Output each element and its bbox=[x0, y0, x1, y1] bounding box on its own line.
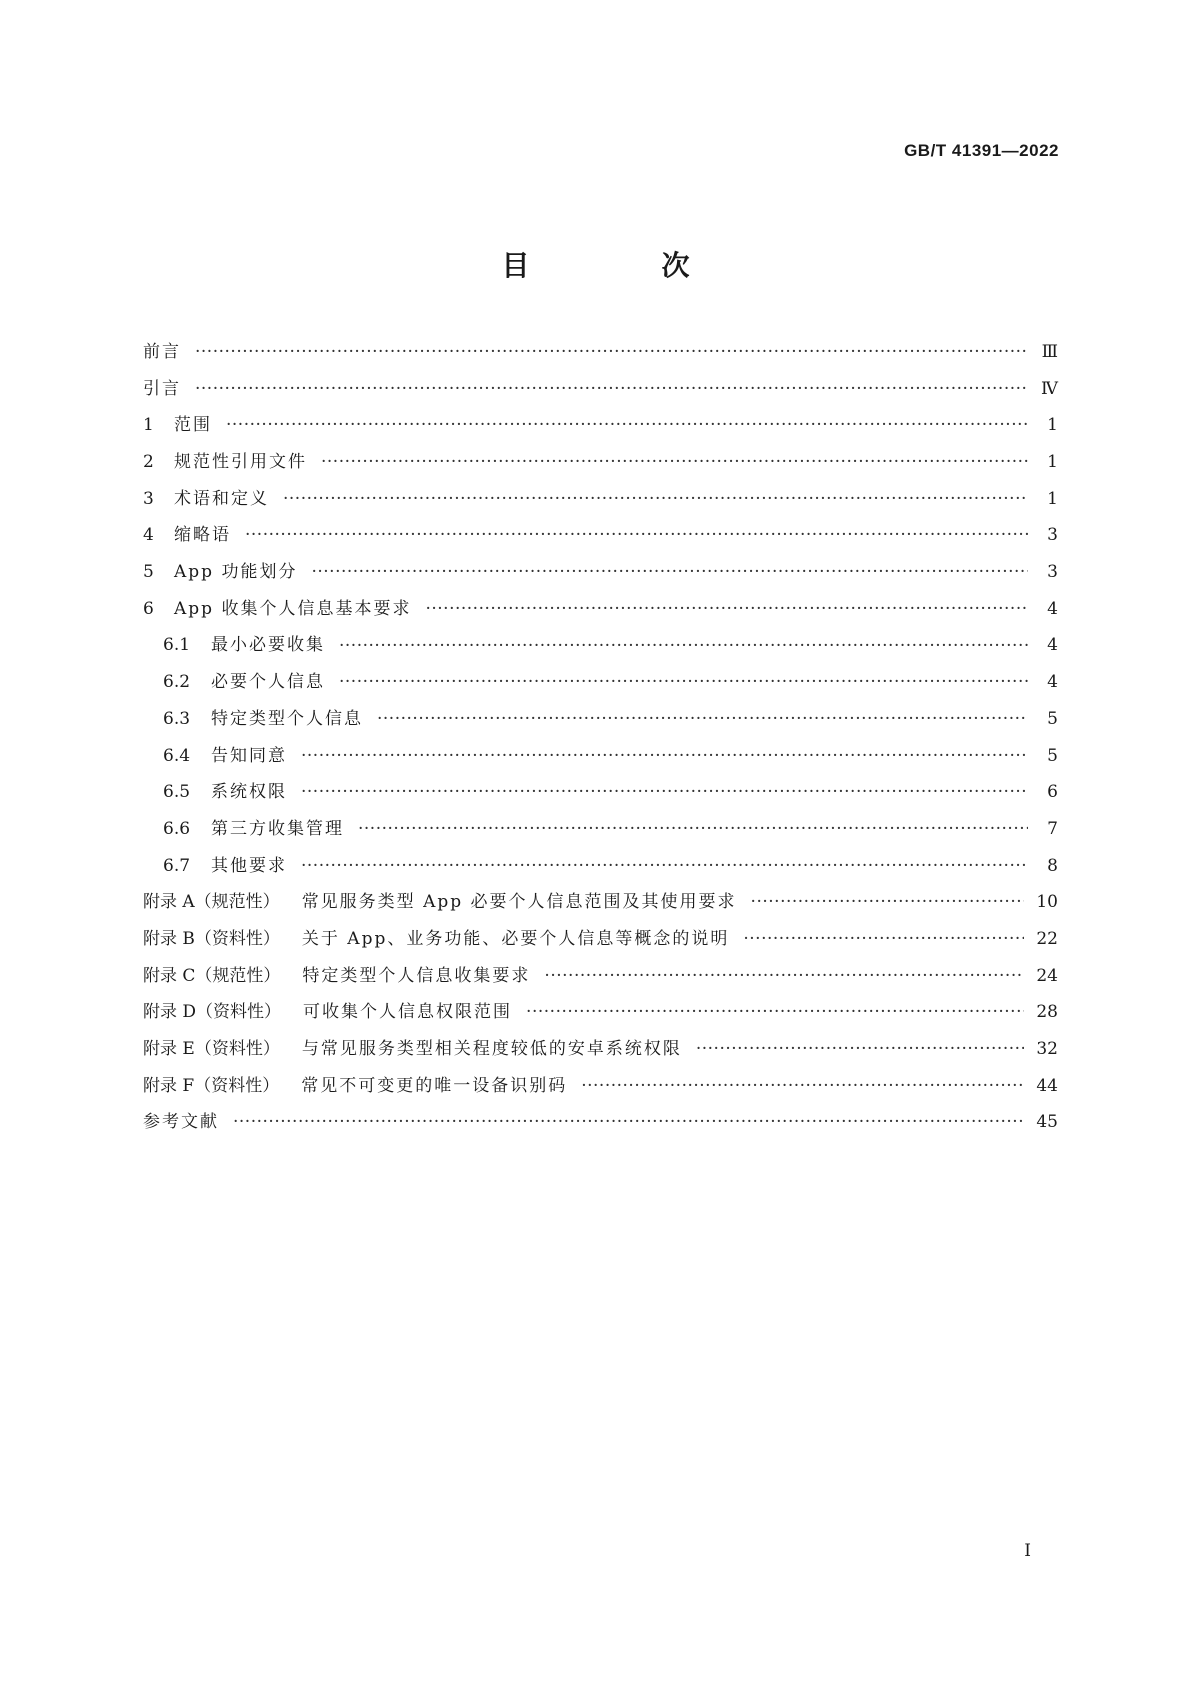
toc-entry-page: Ⅳ bbox=[1041, 378, 1058, 399]
toc-entry-page: 10 bbox=[1036, 892, 1058, 913]
toc-entry-title: 关于 App、业务功能、必要个人信息等概念的说明 bbox=[301, 928, 730, 949]
toc-entry[interactable] bbox=[143, 811, 1058, 848]
toc-entry-page: 45 bbox=[1036, 1112, 1058, 1133]
toc-entry-title: 参考文献 bbox=[143, 1112, 219, 1133]
dot-leader bbox=[581, 1068, 1024, 1105]
dot-leader bbox=[301, 774, 1028, 811]
toc-entry[interactable] bbox=[143, 738, 1058, 775]
toc-entry-appendix-label: 附录 B（资料性） bbox=[143, 928, 280, 949]
toc-entry-title: 特定类型个人信息 bbox=[211, 708, 363, 729]
toc-entry-appendix-label: 附录 D（资料性） bbox=[143, 1002, 282, 1023]
toc-entry-page: 6 bbox=[1047, 782, 1058, 803]
toc-entry-title: 与常见服务类型相关程度较低的安卓系统权限 bbox=[301, 1039, 682, 1060]
toc-entry-title: 其他要求 bbox=[211, 855, 287, 876]
dot-leader bbox=[283, 481, 1028, 518]
toc-entry-appendix-label: 附录 C（规范性） bbox=[143, 965, 281, 986]
toc-entry-title: App 收集个人信息基本要求 bbox=[174, 598, 412, 619]
toc-entry-number: 6 bbox=[143, 598, 154, 619]
toc-entry-page: 5 bbox=[1047, 745, 1058, 766]
dot-leader bbox=[377, 701, 1028, 738]
toc-entry-number: 6.4 bbox=[163, 745, 191, 766]
toc-entry-page: 24 bbox=[1036, 965, 1058, 986]
dot-leader bbox=[339, 628, 1028, 665]
toc-entry-page: 4 bbox=[1047, 635, 1058, 656]
toc-entry-page: Ⅲ bbox=[1041, 341, 1058, 362]
toc-entry[interactable] bbox=[143, 664, 1058, 701]
toc-entry[interactable] bbox=[143, 701, 1058, 738]
toc-entry-title: 前言 bbox=[143, 341, 181, 362]
toc-entry-number: 5 bbox=[143, 562, 154, 583]
page-title: 目 次 bbox=[501, 249, 742, 282]
toc-entry[interactable] bbox=[143, 994, 1058, 1031]
toc-entry-page: 4 bbox=[1047, 598, 1058, 619]
toc-entry-page: 1 bbox=[1047, 488, 1058, 509]
toc-entry[interactable] bbox=[143, 554, 1058, 591]
dot-leader bbox=[245, 517, 1028, 554]
toc-entry[interactable] bbox=[143, 444, 1058, 481]
toc-entry-title: 常见服务类型 App 必要个人信息范围及其使用要求 bbox=[301, 892, 737, 913]
dot-leader bbox=[301, 738, 1028, 775]
table-of-contents bbox=[143, 334, 1058, 1141]
toc-entry-page: 22 bbox=[1036, 928, 1058, 949]
toc-entry[interactable] bbox=[143, 884, 1058, 921]
toc-entry[interactable] bbox=[143, 958, 1058, 995]
toc-entry[interactable] bbox=[143, 334, 1058, 371]
toc-entry-number: 6.3 bbox=[163, 708, 191, 729]
toc-entry-appendix-label: 附录 A（规范性） bbox=[143, 892, 280, 913]
toc-entry-number: 6.2 bbox=[163, 672, 191, 693]
toc-entry-title: App 功能划分 bbox=[174, 562, 298, 583]
toc-entry-page: 28 bbox=[1036, 1002, 1058, 1023]
toc-entry-page: 3 bbox=[1047, 562, 1058, 583]
toc-entry-page: 5 bbox=[1047, 708, 1058, 729]
toc-entry[interactable] bbox=[143, 1031, 1058, 1068]
toc-entry-page: 4 bbox=[1047, 672, 1058, 693]
toc-entry-page: 8 bbox=[1047, 855, 1058, 876]
toc-entry-appendix-label: 附录 E（资料性） bbox=[143, 1039, 280, 1060]
dot-leader bbox=[311, 554, 1028, 591]
dot-leader bbox=[233, 1104, 1024, 1141]
toc-entry-number: 4 bbox=[143, 525, 154, 546]
toc-entry-number: 6.6 bbox=[163, 818, 191, 839]
toc-entry[interactable] bbox=[143, 481, 1058, 518]
toc-entry[interactable] bbox=[143, 848, 1058, 885]
dot-leader bbox=[321, 444, 1028, 481]
toc-entry-title: 系统权限 bbox=[211, 782, 287, 803]
toc-entry-number: 1 bbox=[143, 415, 154, 436]
toc-entry-number: 6.5 bbox=[163, 782, 191, 803]
toc-entry-number: 3 bbox=[143, 488, 154, 509]
toc-entry[interactable] bbox=[143, 774, 1058, 811]
toc-entry[interactable] bbox=[143, 517, 1058, 554]
standard-code: GB/T 41391—2022 bbox=[904, 141, 1059, 160]
toc-entry-title: 特定类型个人信息收集要求 bbox=[302, 965, 531, 986]
toc-entry[interactable] bbox=[143, 1104, 1058, 1141]
toc-entry[interactable] bbox=[143, 1068, 1058, 1105]
dot-leader bbox=[526, 994, 1024, 1031]
toc-entry-appendix-label: 附录 F（资料性） bbox=[143, 1075, 280, 1096]
toc-entry[interactable] bbox=[143, 591, 1058, 628]
toc-entry-number: 6.1 bbox=[163, 635, 191, 656]
toc-entry-title: 告知同意 bbox=[211, 745, 287, 766]
toc-entry[interactable] bbox=[143, 628, 1058, 665]
toc-entry-title: 规范性引用文件 bbox=[174, 452, 307, 473]
toc-entry-title: 缩略语 bbox=[174, 525, 231, 546]
toc-entry-title: 范围 bbox=[174, 415, 212, 436]
toc-entry-title: 术语和定义 bbox=[174, 488, 269, 509]
toc-entry[interactable] bbox=[143, 371, 1058, 408]
toc-entry-page: 1 bbox=[1047, 415, 1058, 436]
toc-entry-page: 7 bbox=[1047, 818, 1058, 839]
toc-entry-title: 最小必要收集 bbox=[211, 635, 325, 656]
toc-entry-page: 3 bbox=[1047, 525, 1058, 546]
dot-leader bbox=[339, 664, 1028, 701]
dot-leader bbox=[301, 848, 1028, 885]
toc-entry-title: 可收集个人信息权限范围 bbox=[303, 1002, 513, 1023]
dot-leader bbox=[696, 1031, 1025, 1068]
dot-leader bbox=[358, 811, 1028, 848]
toc-entry-page: 32 bbox=[1036, 1039, 1058, 1060]
dot-leader bbox=[544, 958, 1024, 995]
toc-entry-number: 2 bbox=[143, 452, 154, 473]
toc-entry-title: 第三方收集管理 bbox=[211, 818, 344, 839]
dot-leader bbox=[195, 334, 1028, 371]
toc-entry-page: 1 bbox=[1047, 452, 1058, 473]
toc-entry-number: 6.7 bbox=[163, 855, 191, 876]
toc-entry-title: 常见不可变更的唯一设备识别码 bbox=[301, 1075, 568, 1096]
toc-entry-title: 引言 bbox=[143, 378, 181, 399]
dot-leader bbox=[195, 371, 1028, 408]
dot-leader bbox=[226, 407, 1028, 444]
toc-entry-page: 44 bbox=[1036, 1075, 1058, 1096]
toc-entry-title: 必要个人信息 bbox=[211, 672, 325, 693]
dot-leader bbox=[743, 921, 1024, 958]
toc-entry[interactable] bbox=[143, 407, 1058, 444]
page-number: I bbox=[1024, 1541, 1031, 1561]
dot-leader bbox=[425, 591, 1028, 628]
toc-entry[interactable] bbox=[143, 921, 1058, 958]
dot-leader bbox=[751, 884, 1025, 921]
